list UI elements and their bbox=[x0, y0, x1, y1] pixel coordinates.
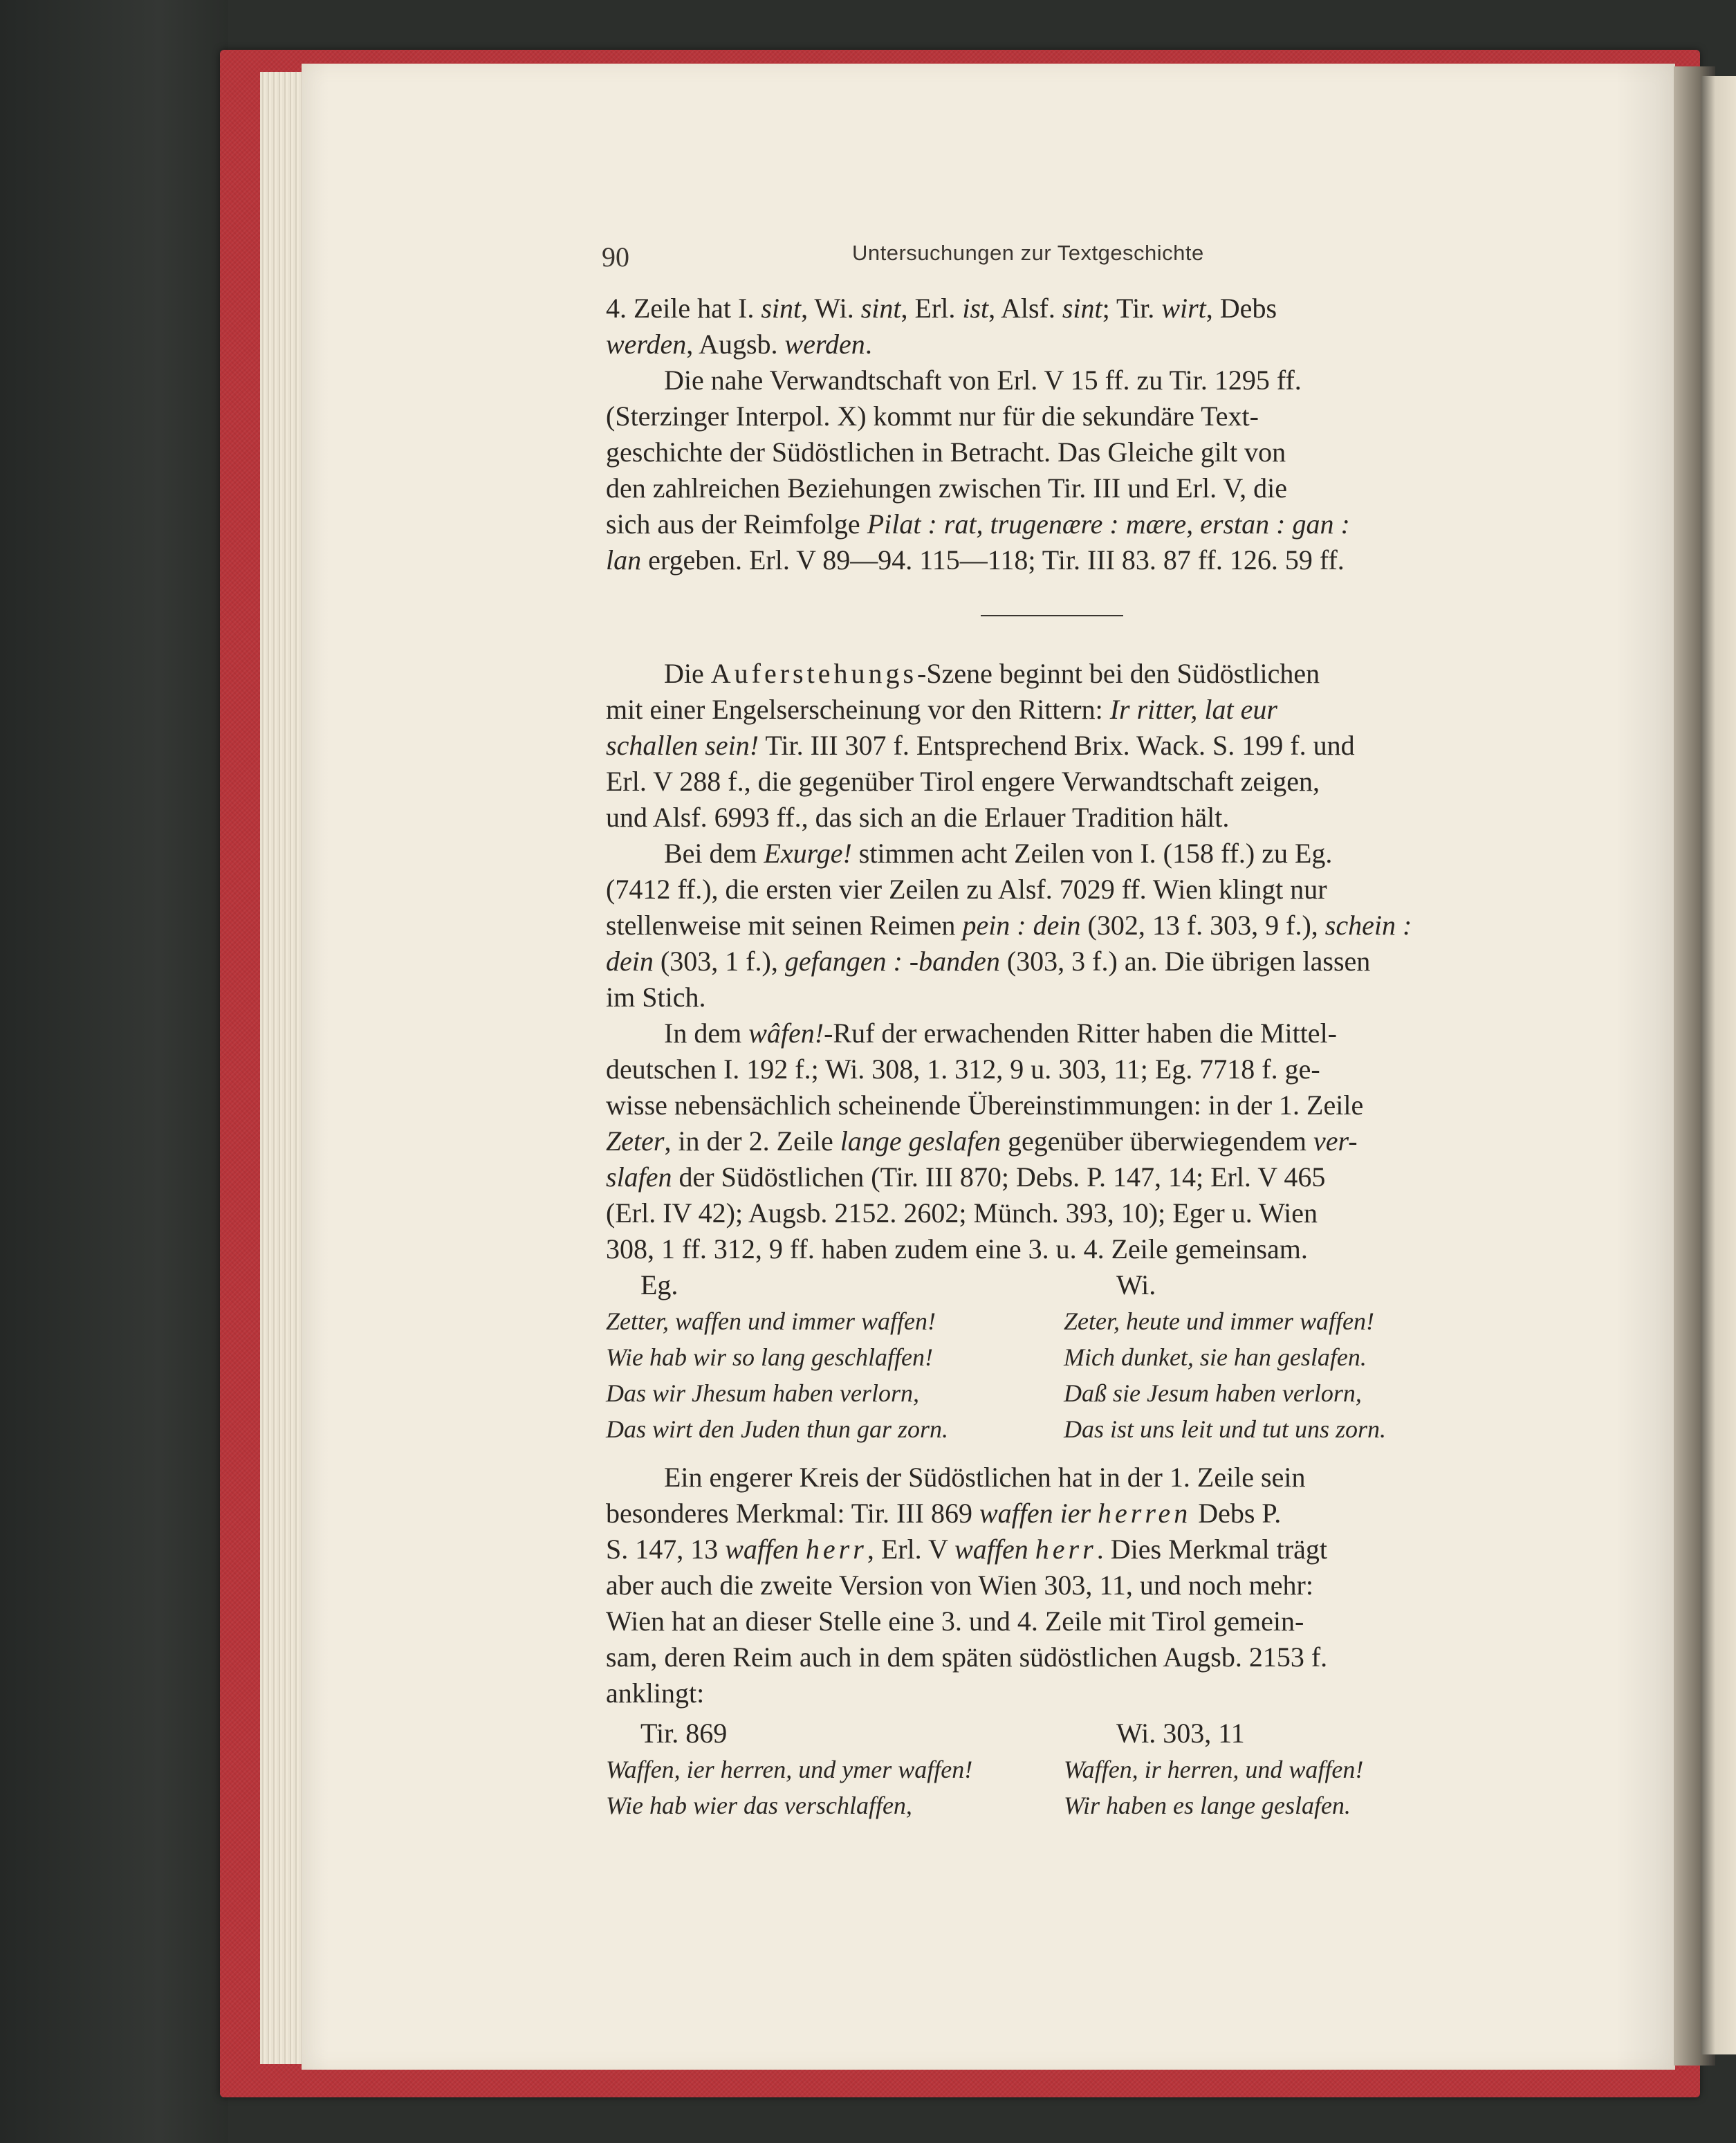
text: Bei dem bbox=[664, 838, 764, 869]
italic-text: sint bbox=[761, 293, 802, 324]
verse-source-left: Tir. 869 bbox=[640, 1718, 728, 1749]
verse-line bbox=[606, 1787, 1512, 1823]
text-line bbox=[606, 1015, 1511, 1051]
spaced-text: Auferstehungs bbox=[710, 658, 918, 689]
page-number: 90 bbox=[602, 241, 629, 273]
text: , Wi. bbox=[801, 293, 861, 324]
text: In dem bbox=[664, 1018, 749, 1049]
italic-text: waffen ier bbox=[979, 1498, 1098, 1529]
verse-line bbox=[606, 1339, 1512, 1375]
italic-text: schein : bbox=[1324, 910, 1412, 941]
verse-right: Mich dunket, sie han geslafen. bbox=[1064, 1343, 1367, 1371]
text-line: wisse nebensächlich scheinende Übereinstimmungen: in der 1. Zeile bbox=[606, 1089, 1364, 1121]
text: mit einer Engelserscheinung vor den Rittern: bbox=[606, 694, 1110, 725]
paragraph-block-4 bbox=[606, 1015, 1511, 1267]
italic-text: pein : dein bbox=[962, 910, 1081, 941]
verse-left: Das wir Jhesum haben verlorn, bbox=[606, 1379, 919, 1407]
facing-page-edge bbox=[1701, 76, 1736, 2054]
verse-comparison-2 bbox=[606, 1716, 1512, 1823]
text: , in der 2. Zeile bbox=[664, 1125, 840, 1157]
italic-text: gefangen : -banden bbox=[784, 946, 1000, 977]
italic-text: ver- bbox=[1313, 1125, 1358, 1157]
italic-text: waffen bbox=[954, 1534, 1035, 1565]
text-line bbox=[606, 1159, 1511, 1195]
italic-text: Ir ritter, lat eur bbox=[1109, 694, 1277, 725]
text-line: (Sterzinger Interpol. X) kommt nur für die sekundäre Text- bbox=[606, 401, 1259, 432]
italic-text: lange geslafen bbox=[840, 1125, 1001, 1157]
text-line: anklingt: bbox=[606, 1677, 705, 1709]
text-line bbox=[606, 692, 1511, 728]
verse-left: Waffen, ier herren, und ymer waffen! bbox=[606, 1756, 973, 1783]
italic-text: ist bbox=[962, 293, 989, 324]
paragraph-block-2 bbox=[606, 656, 1511, 836]
text-line: und Alsf. 6993 ff., das sich an die Erlauer Tradition hält. bbox=[606, 802, 1230, 833]
italic-text: waffen bbox=[725, 1534, 806, 1565]
italic-text: Exurge! bbox=[764, 838, 852, 869]
verse-source-right: Wi. bbox=[1116, 1269, 1156, 1300]
page-header bbox=[602, 241, 1515, 275]
text-line: (7412 ff.), die ersten vier Zeilen zu Alsf. 7029 ff. Wien klingt nur bbox=[606, 874, 1327, 905]
text-line: den zahlreichen Beziehungen zwischen Tir. III und Erl. V, die bbox=[606, 472, 1287, 504]
text-line: geschichte der Südöstlichen in Betracht. Das Gleiche gilt von bbox=[606, 436, 1286, 468]
text-line: aber auch die zweite Version von Wien 303, 11, und noch mehr: bbox=[606, 1570, 1313, 1601]
text-line: Ein engerer Kreis der Südöstlichen hat in der 1. Zeile sein bbox=[664, 1462, 1306, 1493]
text-line bbox=[606, 656, 1511, 692]
verse-source-right: Wi. 303, 11 bbox=[1116, 1718, 1245, 1749]
italic-text: dein bbox=[606, 946, 654, 977]
text: besonderes Merkmal: Tir. III 869 bbox=[606, 1498, 979, 1529]
text-line: Erl. V 288 f., die gegenüber Tirol engere Verwandtschaft zeigen, bbox=[606, 766, 1320, 797]
italic-text: lan bbox=[606, 544, 642, 576]
verse-line bbox=[606, 1375, 1512, 1411]
text-line: (Erl. IV 42); Augsb. 2152. 2602; Münch. 393, 10); Eger u. Wien bbox=[606, 1197, 1318, 1229]
verse-left: Wie hab wir so lang geschlaffen! bbox=[606, 1343, 933, 1371]
text: , Augsb. bbox=[686, 329, 785, 360]
text-line bbox=[606, 944, 1511, 979]
text: , Erl. bbox=[901, 293, 963, 324]
text-line bbox=[606, 1496, 1511, 1532]
text: sich aus der Reimfolge bbox=[606, 508, 867, 540]
spaced-italic-text: herr bbox=[1035, 1534, 1097, 1565]
text: (303, 3 f.) an. Die übrigen lassen bbox=[999, 946, 1371, 977]
italic-text: sint bbox=[1062, 293, 1102, 324]
spaced-italic-text: herr bbox=[805, 1534, 867, 1565]
verse-header bbox=[606, 1267, 1512, 1303]
text: , Debs bbox=[1206, 293, 1277, 324]
section-divider bbox=[981, 615, 1123, 616]
text: stimmen acht Zeilen von I. (158 ff.) zu Eg. bbox=[851, 838, 1333, 869]
text-line: sam, deren Reim auch in dem späten südöstlichen Augsb. 2153 f. bbox=[606, 1641, 1328, 1673]
italic-text: schallen sein! bbox=[606, 730, 759, 761]
text-line bbox=[606, 1123, 1511, 1159]
text-line bbox=[606, 1532, 1511, 1567]
italic-text: Zeter bbox=[606, 1125, 665, 1157]
text-line: 308, 1 ff. 312, 9 ff. haben zudem eine 3. u. 4. Zeile gemeinsam. bbox=[606, 1233, 1308, 1264]
verse-left: Zetter, waffen und immer waffen! bbox=[606, 1307, 936, 1335]
verse-header bbox=[606, 1716, 1512, 1751]
verse-line bbox=[606, 1303, 1512, 1339]
text: ; Tir. bbox=[1102, 293, 1162, 324]
text-line: im Stich. bbox=[606, 982, 706, 1013]
verse-left: Wie hab wier das verschlaffen, bbox=[606, 1792, 912, 1819]
text: . bbox=[865, 329, 872, 360]
text-line bbox=[606, 728, 1511, 764]
text-line: Die nahe Verwandtschaft von Erl. V 15 ff. zu Tir. 1295 ff. bbox=[664, 365, 1302, 396]
text-line bbox=[606, 542, 1511, 578]
text-line bbox=[606, 908, 1511, 944]
text: , Erl. V bbox=[867, 1534, 955, 1565]
italic-text: werden bbox=[606, 329, 687, 360]
text: . Dies Merkmal trägt bbox=[1096, 1534, 1327, 1565]
verse-right: Daß sie Jesum haben verlorn, bbox=[1064, 1379, 1362, 1407]
italic-text: wâfen! bbox=[748, 1018, 824, 1049]
italic-text: sint bbox=[860, 293, 901, 324]
verse-left: Das wirt den Juden thun gar zorn. bbox=[606, 1415, 948, 1443]
text: (303, 1 f.), bbox=[653, 946, 785, 977]
italic-text: Pilat : rat, trugenære : mære, erstan : gan : bbox=[867, 508, 1350, 540]
italic-text: werden bbox=[784, 329, 865, 360]
verse-right: Wir haben es lange geslafen. bbox=[1064, 1792, 1351, 1819]
running-head: Untersuchungen zur Textgeschichte bbox=[852, 241, 1204, 265]
text: Tir. III 307 f. Entsprechend Brix. Wack. S. 199 f. und bbox=[759, 730, 1355, 761]
text: S. 147, 13 bbox=[606, 1534, 726, 1565]
text: Debs P. bbox=[1191, 1498, 1282, 1529]
text: -Ruf der erwachenden Ritter haben die Mittel- bbox=[824, 1018, 1337, 1049]
text: Die bbox=[664, 658, 711, 689]
text: stellenweise mit seinen Reimen bbox=[606, 910, 963, 941]
text: ergeben. Erl. V 89—94. 115—118; Tir. III 83. 87 ff. 126. 59 ff. bbox=[641, 544, 1345, 576]
verse-right: Waffen, ir herren, und waffen! bbox=[1064, 1756, 1364, 1783]
spaced-italic-text: herren bbox=[1098, 1498, 1192, 1529]
text-line: Wien hat an dieser Stelle eine 3. und 4. Zeile mit Tirol gemein- bbox=[606, 1606, 1304, 1637]
italic-text: wirt bbox=[1161, 293, 1206, 324]
text: der Südöstlichen (Tir. III 870; Debs. P. 147, 14; Erl. V 465 bbox=[672, 1161, 1326, 1193]
background bbox=[0, 0, 228, 2143]
text: -Szene beginnt bei den Südöstlichen bbox=[917, 658, 1320, 689]
text: gegenüber überwiegendem bbox=[1000, 1125, 1313, 1157]
text-line bbox=[606, 326, 1511, 362]
text: (302, 13 f. 303, 9 f.), bbox=[1080, 910, 1325, 941]
verse-comparison-1 bbox=[606, 1267, 1512, 1447]
verse-line bbox=[606, 1411, 1512, 1447]
text: 4. Zeile hat I. bbox=[606, 293, 761, 324]
verse-line bbox=[606, 1751, 1512, 1787]
text-line bbox=[606, 506, 1511, 542]
text-line bbox=[606, 291, 1511, 326]
paragraph-block-3 bbox=[606, 836, 1511, 1015]
paragraph-block-1 bbox=[606, 291, 1511, 578]
text-line: deutschen I. 192 f.; Wi. 308, 1. 312, 9 u. 303, 11; Eg. 7718 f. ge- bbox=[606, 1054, 1320, 1085]
verse-source-left: Eg. bbox=[640, 1269, 678, 1300]
text: , Alsf. bbox=[988, 293, 1062, 324]
italic-text: slafen bbox=[606, 1161, 672, 1193]
verse-right: Zeter, heute und immer waffen! bbox=[1064, 1307, 1374, 1335]
text-line bbox=[606, 836, 1511, 872]
paragraph-block-5 bbox=[606, 1460, 1511, 1711]
verse-right: Das ist uns leit und tut uns zorn. bbox=[1064, 1415, 1387, 1443]
